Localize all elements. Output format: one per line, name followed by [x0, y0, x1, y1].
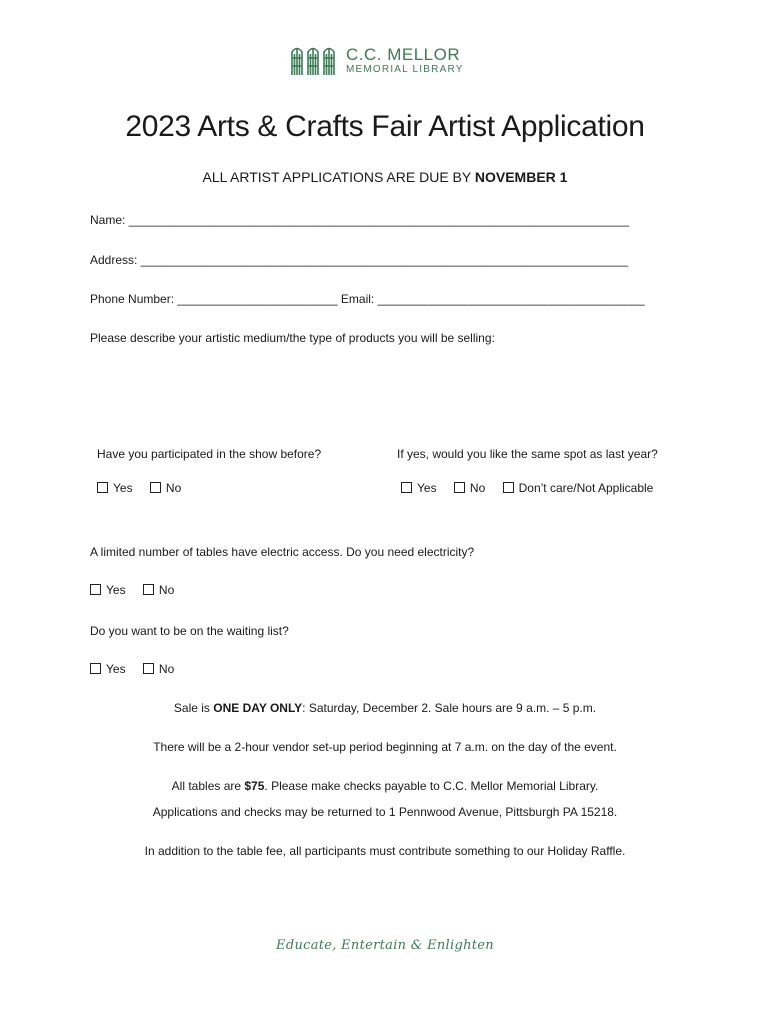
- checkbox-icon[interactable]: [143, 663, 154, 674]
- email-field[interactable]: Email: ________________________________________: [337, 292, 645, 306]
- sale-emphasis: ONE DAY ONLY: [213, 701, 303, 715]
- sale-info-text: Sale is: [173, 701, 214, 715]
- due-date: NOVEMBER 1: [474, 169, 568, 185]
- option-label: No: [469, 481, 486, 495]
- name-field[interactable]: Name: ___________________________________________________________________________: [90, 213, 630, 227]
- option-label: No: [165, 481, 182, 495]
- phone-field[interactable]: Phone Number: ________________________: [90, 292, 338, 306]
- sale-info-text: : Saturday, December 2. Sale hours are 9 a.m. – 5 p.m.: [302, 701, 597, 715]
- same-spot-options: [401, 481, 667, 495]
- checkbox-icon[interactable]: [150, 482, 161, 493]
- tables-info-text: All tables are: [171, 779, 245, 793]
- electric-no-option[interactable]: [143, 583, 174, 597]
- checkbox-icon[interactable]: [401, 482, 412, 493]
- setup-info: There will be a 2-hour vendor set-up period beginning at 7 a.m. on the day of the event.: [153, 740, 617, 754]
- raffle-info: In addition to the table fee, all participants must contribute something to our Holiday Raffle.: [144, 844, 626, 858]
- checkbox-icon[interactable]: [90, 584, 101, 595]
- same-spot-na-option[interactable]: [503, 481, 654, 495]
- option-label: No: [158, 662, 175, 676]
- footer-tagline: Educate, Entertain & Enlighten: [276, 938, 494, 953]
- waiting-question: Do you want to be on the waiting list?: [90, 624, 289, 638]
- same-spot-yes-option[interactable]: [401, 481, 437, 495]
- waiting-yes-option[interactable]: [90, 662, 126, 676]
- table-price: $75: [244, 779, 265, 793]
- option-label: Don’t care/Not Applicable: [518, 481, 654, 495]
- participated-no-option[interactable]: [150, 481, 181, 495]
- checkbox-icon[interactable]: [143, 584, 154, 595]
- medium-prompt: Please describe your artistic medium/the type of products you will be selling:: [90, 331, 495, 345]
- electric-yes-option[interactable]: [90, 583, 126, 597]
- arches-logo-icon: [290, 44, 338, 76]
- contact-row: [90, 292, 645, 306]
- return-info: Applications and checks may be returned to 1 Pennwood Avenue, Pittsburgh PA 15218.: [152, 805, 618, 819]
- waiting-no-option[interactable]: [143, 662, 174, 676]
- checkbox-icon[interactable]: [503, 482, 514, 493]
- library-logo: [290, 44, 464, 76]
- checkbox-icon[interactable]: [454, 482, 465, 493]
- participated-yes-option[interactable]: [97, 481, 133, 495]
- electric-options: [90, 583, 188, 597]
- option-label: Yes: [113, 481, 133, 495]
- waiting-options: [90, 662, 188, 676]
- tables-info-text: . Please make checks payable to C.C. Mellor Memorial Library.: [264, 779, 599, 793]
- logo-subtitle: MEMORIAL LIBRARY: [346, 63, 464, 75]
- option-label: No: [158, 583, 175, 597]
- same-spot-question: If yes, would you like the same spot as last year?: [397, 447, 658, 461]
- sale-info: [0, 701, 770, 715]
- option-label: Yes: [106, 662, 126, 676]
- checkbox-icon[interactable]: [90, 663, 101, 674]
- electric-question: A limited number of tables have electric access. Do you need electricity?: [90, 545, 475, 559]
- logo-name: C.C. MELLOR: [346, 44, 461, 64]
- same-spot-no-option[interactable]: [454, 481, 485, 495]
- option-label: Yes: [106, 583, 126, 597]
- option-label: Yes: [417, 481, 437, 495]
- tables-info: [0, 779, 770, 793]
- address-field[interactable]: Address: _________________________________________________________________________: [90, 253, 628, 267]
- participated-options: [97, 481, 195, 495]
- checkbox-icon[interactable]: [97, 482, 108, 493]
- due-notice-text: ALL ARTIST APPLICATIONS ARE DUE BY: [202, 169, 475, 185]
- page-title: 2023 Arts & Crafts Fair Artist Application: [125, 110, 645, 143]
- due-notice: [0, 169, 770, 185]
- participated-question: Have you participated in the show before?: [97, 447, 322, 461]
